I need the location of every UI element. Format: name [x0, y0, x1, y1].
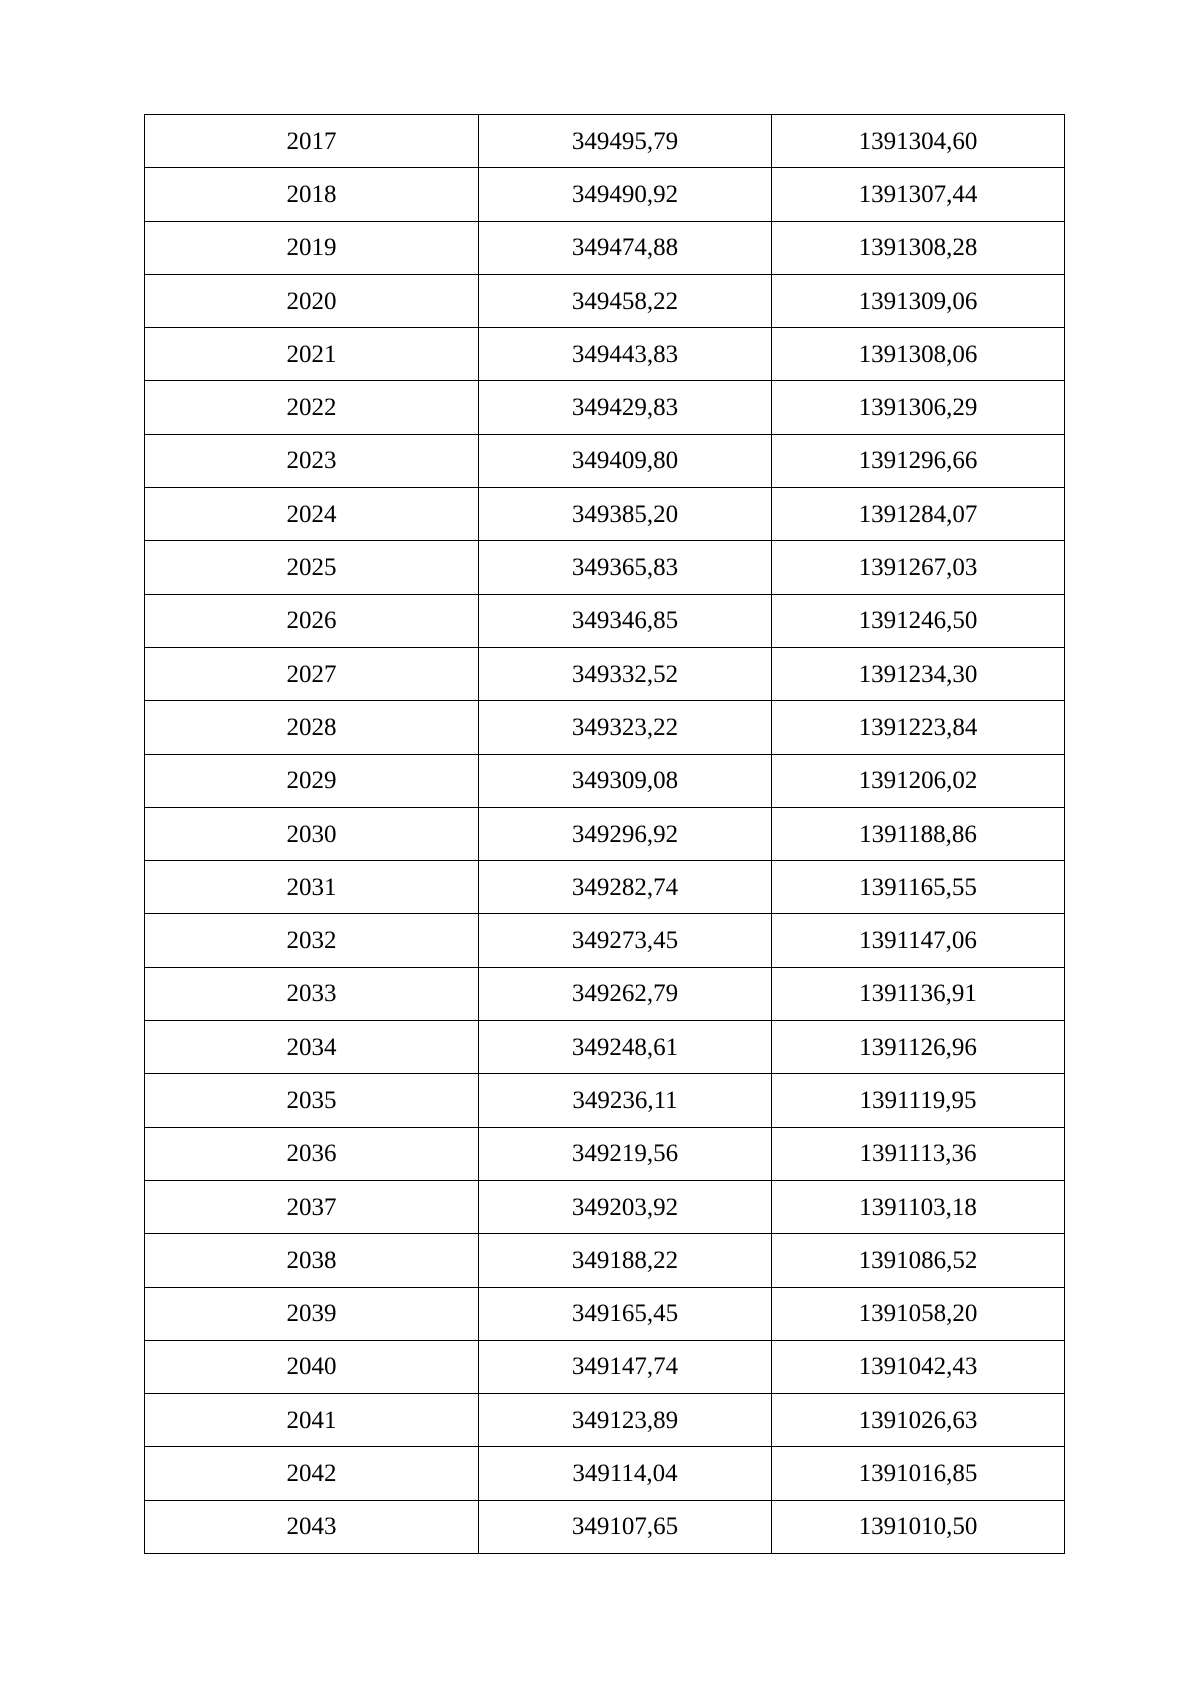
- point-number-cell: 2037: [145, 1180, 479, 1233]
- y-coordinate-cell: 1391246,50: [772, 594, 1065, 647]
- y-coordinate-cell: 1391188,86: [772, 807, 1065, 860]
- x-coordinate-cell: 349385,20: [479, 488, 772, 541]
- y-coordinate-cell: 1391010,50: [772, 1500, 1065, 1553]
- y-coordinate-cell: 1391042,43: [772, 1340, 1065, 1393]
- x-coordinate-cell: 349248,61: [479, 1021, 772, 1074]
- x-coordinate-cell: 349219,56: [479, 1127, 772, 1180]
- table-row: [145, 1447, 1065, 1500]
- table-row: [145, 488, 1065, 541]
- y-coordinate-cell: 1391058,20: [772, 1287, 1065, 1340]
- table-row: [145, 168, 1065, 221]
- table-row: [145, 115, 1065, 168]
- point-number-cell: 2032: [145, 914, 479, 967]
- point-number-cell: 2038: [145, 1234, 479, 1287]
- x-coordinate-cell: 349262,79: [479, 967, 772, 1020]
- x-coordinate-cell: 349282,74: [479, 861, 772, 914]
- table-row: [145, 1287, 1065, 1340]
- point-number-cell: 2043: [145, 1500, 479, 1553]
- point-number-cell: 2019: [145, 221, 479, 274]
- y-coordinate-cell: 1391086,52: [772, 1234, 1065, 1287]
- table-row: [145, 1234, 1065, 1287]
- y-coordinate-cell: 1391304,60: [772, 115, 1065, 168]
- x-coordinate-cell: 349323,22: [479, 701, 772, 754]
- x-coordinate-cell: 349107,65: [479, 1500, 772, 1553]
- y-coordinate-cell: 1391308,06: [772, 328, 1065, 381]
- y-coordinate-cell: 1391223,84: [772, 701, 1065, 754]
- point-number-cell: 2023: [145, 434, 479, 487]
- x-coordinate-cell: 349429,83: [479, 381, 772, 434]
- y-coordinate-cell: 1391284,07: [772, 488, 1065, 541]
- point-number-cell: 2022: [145, 381, 479, 434]
- table-row: [145, 647, 1065, 700]
- table-row: [145, 807, 1065, 860]
- point-number-cell: 2039: [145, 1287, 479, 1340]
- table-row: [145, 914, 1065, 967]
- x-coordinate-cell: 349495,79: [479, 115, 772, 168]
- table-row: [145, 381, 1065, 434]
- point-number-cell: 2028: [145, 701, 479, 754]
- y-coordinate-cell: 1391234,30: [772, 647, 1065, 700]
- coordinates-table-body: [145, 115, 1065, 1554]
- x-coordinate-cell: 349309,08: [479, 754, 772, 807]
- table-row: [145, 1340, 1065, 1393]
- y-coordinate-cell: 1391147,06: [772, 914, 1065, 967]
- table-row: [145, 1021, 1065, 1074]
- y-coordinate-cell: 1391016,85: [772, 1447, 1065, 1500]
- x-coordinate-cell: 349490,92: [479, 168, 772, 221]
- y-coordinate-cell: 1391206,02: [772, 754, 1065, 807]
- point-number-cell: 2018: [145, 168, 479, 221]
- x-coordinate-cell: 349147,74: [479, 1340, 772, 1393]
- table-row: [145, 701, 1065, 754]
- point-number-cell: 2034: [145, 1021, 479, 1074]
- point-number-cell: 2024: [145, 488, 479, 541]
- table-row: [145, 967, 1065, 1020]
- table-row: [145, 1180, 1065, 1233]
- x-coordinate-cell: 349273,45: [479, 914, 772, 967]
- y-coordinate-cell: 1391136,91: [772, 967, 1065, 1020]
- coordinates-table: [144, 114, 1065, 1554]
- x-coordinate-cell: 349236,11: [479, 1074, 772, 1127]
- point-number-cell: 2020: [145, 274, 479, 327]
- point-number-cell: 2029: [145, 754, 479, 807]
- x-coordinate-cell: 349332,52: [479, 647, 772, 700]
- x-coordinate-cell: 349474,88: [479, 221, 772, 274]
- table-row: [145, 328, 1065, 381]
- x-coordinate-cell: 349458,22: [479, 274, 772, 327]
- table-row: [145, 541, 1065, 594]
- point-number-cell: 2017: [145, 115, 479, 168]
- y-coordinate-cell: 1391309,06: [772, 274, 1065, 327]
- x-coordinate-cell: 349409,80: [479, 434, 772, 487]
- x-coordinate-cell: 349296,92: [479, 807, 772, 860]
- y-coordinate-cell: 1391165,55: [772, 861, 1065, 914]
- point-number-cell: 2033: [145, 967, 479, 1020]
- table-row: [145, 594, 1065, 647]
- point-number-cell: 2036: [145, 1127, 479, 1180]
- point-number-cell: 2041: [145, 1394, 479, 1447]
- y-coordinate-cell: 1391103,18: [772, 1180, 1065, 1233]
- point-number-cell: 2031: [145, 861, 479, 914]
- point-number-cell: 2025: [145, 541, 479, 594]
- y-coordinate-cell: 1391113,36: [772, 1127, 1065, 1180]
- table-row: [145, 221, 1065, 274]
- y-coordinate-cell: 1391119,95: [772, 1074, 1065, 1127]
- y-coordinate-cell: 1391307,44: [772, 168, 1065, 221]
- table-row: [145, 1074, 1065, 1127]
- x-coordinate-cell: 349346,85: [479, 594, 772, 647]
- x-coordinate-cell: 349114,04: [479, 1447, 772, 1500]
- table-row: [145, 434, 1065, 487]
- table-row: [145, 861, 1065, 914]
- x-coordinate-cell: 349165,45: [479, 1287, 772, 1340]
- y-coordinate-cell: 1391267,03: [772, 541, 1065, 594]
- point-number-cell: 2021: [145, 328, 479, 381]
- y-coordinate-cell: 1391306,29: [772, 381, 1065, 434]
- point-number-cell: 2030: [145, 807, 479, 860]
- table-row: [145, 274, 1065, 327]
- table-row: [145, 754, 1065, 807]
- y-coordinate-cell: 1391308,28: [772, 221, 1065, 274]
- point-number-cell: 2026: [145, 594, 479, 647]
- point-number-cell: 2035: [145, 1074, 479, 1127]
- point-number-cell: 2042: [145, 1447, 479, 1500]
- y-coordinate-cell: 1391126,96: [772, 1021, 1065, 1074]
- x-coordinate-cell: 349443,83: [479, 328, 772, 381]
- x-coordinate-cell: 349123,89: [479, 1394, 772, 1447]
- x-coordinate-cell: 349203,92: [479, 1180, 772, 1233]
- point-number-cell: 2027: [145, 647, 479, 700]
- table-row: [145, 1500, 1065, 1553]
- y-coordinate-cell: 1391296,66: [772, 434, 1065, 487]
- y-coordinate-cell: 1391026,63: [772, 1394, 1065, 1447]
- table-row: [145, 1127, 1065, 1180]
- x-coordinate-cell: 349188,22: [479, 1234, 772, 1287]
- table-row: [145, 1394, 1065, 1447]
- x-coordinate-cell: 349365,83: [479, 541, 772, 594]
- point-number-cell: 2040: [145, 1340, 479, 1393]
